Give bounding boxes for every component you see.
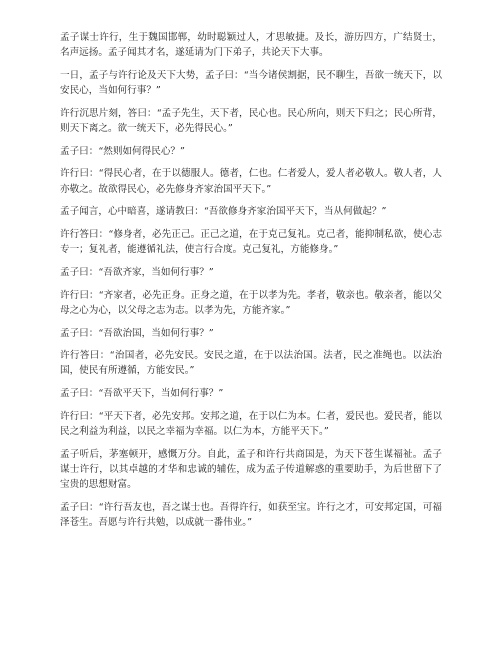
paragraph-xuxing-answer: 许行答曰：“修身者，必先正己。正己之道，在于克己复礼。克己者，能抑制私欲，使心志专一；复礼者，能遵循礼法，使言行合度。克己复礼，方能修身。” [60,229,442,256]
paragraph-mencius-question: 孟子曰：“然则如何得民心？” [60,145,185,157]
paragraph-intro: 孟子谋士许行，生于魏国邯郸，幼时聪颖过人，才思敏捷。及长，游历四方，广结贤士，名声远扬。孟子闻其才名，遂延请为门下弟子，共论天下大事。 [60,32,442,59]
paragraph-mencius-question: 孟子曰：“吾欲治国，当如何行事？” [60,327,214,339]
paragraph-mencius-question: 一日，孟子与许行论及天下大势，孟子曰：“当今诸侯割据，民不聊生，吾欲一统天下，以安民心，当如何行事？” [60,69,442,97]
paragraph-xuxing-answer: 许行曰：“齐家者，必先正身。正身之道，在于以孝为先。孝者，敬亲也。敬亲者，能以父母之心为心，以父母之志为志。以孝为先，方能齐家。” [60,289,442,316]
document-body [60,30,442,538]
paragraph-mencius-question: 孟子曰：“吾欲平天下，当如何行事？” [60,388,224,400]
paragraph-conclusion: 孟子听后，茅塞顿开，感慨万分。自此，孟子和许行共商国是，为天下苍生谋福祉。孟子谋士许行，以其卓越的才华和忠诚的辅佐，成为孟子传道解惑的重要助手，为后世留下了宝贵的思想财富。 [60,448,442,491]
paragraph-xuxing-answer: 许行沉思片刻，答曰：“孟子先生，天下者，民心也。民心所向，则天下归之；民心所背，则天下离之。欲一统天下，必先得民心。” [60,107,442,135]
paragraph-xuxing-answer: 许行答曰：“治国者，必先安民。安民之道，在于以法治国。法者，民之准绳也。以法治国，使民有所遵循，方能安民。” [60,350,442,377]
paragraph-mencius-question: 孟子闻言，心中暗喜，遂请教曰：“吾欲修身齐家治国平天下，当从何做起？” [60,206,387,218]
paragraph-closing-quote: 孟子曰：“许行吾友也，吾之谋士也。吾得许行，如获至宝。许行之才，可安邦定国，可福泽苍生。吾愿与许行共勉，以成就一番伟业。” [60,501,442,529]
paragraph-xuxing-answer: 许行曰：“平天下者，必先安邦。安邦之道，在于以仁为本。仁者，爱民也。爱民者，能以民之利益为利益，以民之幸福为幸福。以仁为本，方能平天下。” [60,410,442,438]
paragraph-mencius-question: 孟子曰：“吾欲齐家，当如何行事？” [60,266,214,278]
paragraph-xuxing-answer: 许行曰：“得民心者，在于以德服人。德者，仁也。仁者爱人，爱人者必敬人。敬人者，人亦敬之。故欲得民心，必先修身齐家治国平天下。” [60,168,442,195]
